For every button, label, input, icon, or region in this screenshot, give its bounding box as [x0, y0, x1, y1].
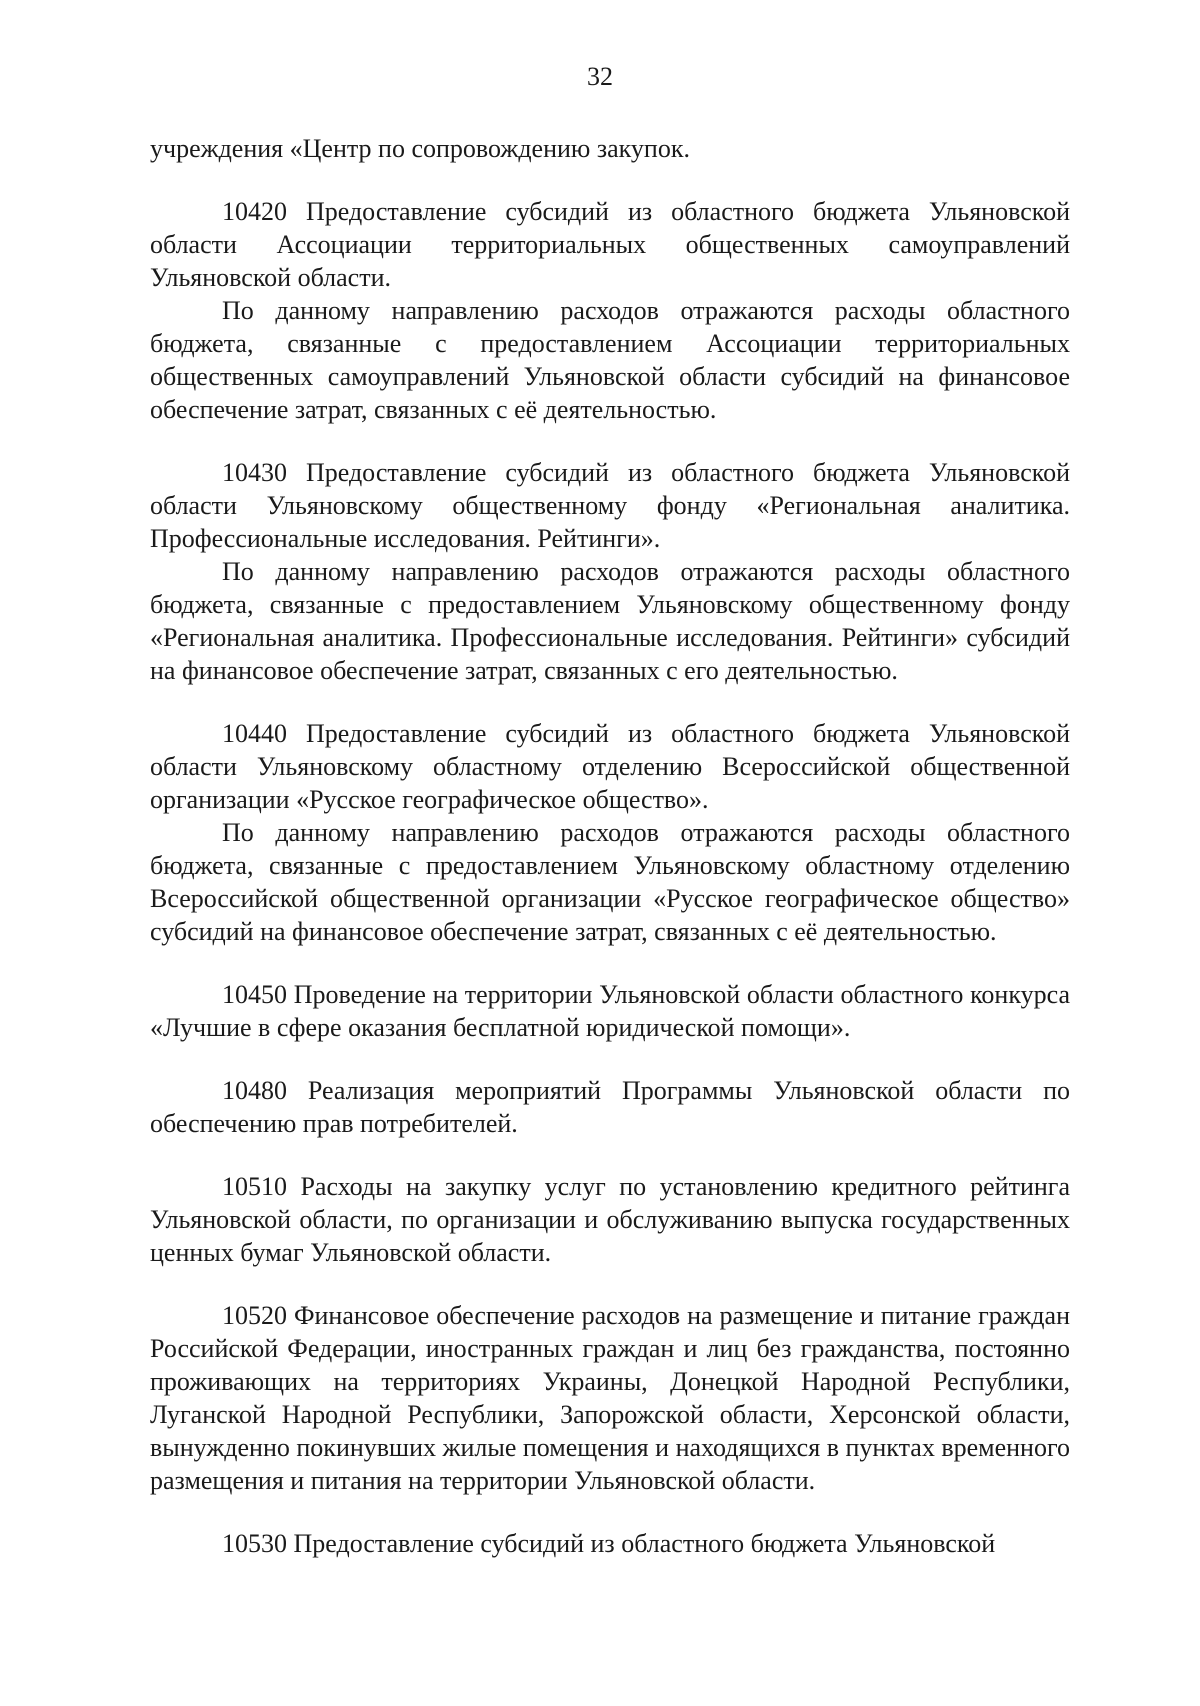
item-10420-description: По данному направлению расходов отражаются расходы областного бюджета, связанные с предоставлением Ассоциации территориальных общественных самоуправлений Ульяновской области субсидий на финансовое обеспечение затрат, связанных с её деятельностью. — [150, 296, 1070, 424]
item-10430-heading: 10430 Предоставление субсидий из областного бюджета Ульяновской области Ульяновскому общественному фонду «Региональная аналитика. Профессиональные исследования. Рейтинги». — [150, 458, 1070, 553]
item-10420-heading: 10420 Предоставление субсидий из областного бюджета Ульяновской области Ассоциации территориальных общественных самоуправлений Ульяновской области. — [150, 197, 1070, 292]
item-10480-heading: 10480 Реализация мероприятий Программы Ульяновской области по обеспечению прав потребителей. — [150, 1076, 1070, 1138]
item-10510-heading: 10510 Расходы на закупку услуг по установлению кредитного рейтинга Ульяновской области, по организации и обслуживанию выпуска государственных ценных бумаг Ульяновской области. — [150, 1172, 1070, 1267]
item-10450-heading: 10450 Проведение на территории Ульяновской области областного конкурса «Лучшие в сфере оказания бесплатной юридической помощи». — [150, 980, 1070, 1042]
document-body — [150, 132, 1070, 1560]
item-10530-heading: 10530 Предоставление субсидий из областного бюджета Ульяновской — [222, 1529, 996, 1558]
page-number: 32 — [587, 62, 613, 91]
paragraph-continuation: учреждения «Центр по сопровождению закупок. — [150, 134, 690, 163]
item-10440-heading: 10440 Предоставление субсидий из областного бюджета Ульяновской области Ульяновскому областному отделению Всероссийской общественной организации «Русское географическое общество». — [150, 719, 1070, 814]
item-10430-description: По данному направлению расходов отражаются расходы областного бюджета, связанные с предоставлением Ульяновскому общественному фонду «Региональная аналитика. Профессиональные исследования. Рейтинги» субсидий на финансовое обеспечение затрат, связанных с его деятельностью. — [150, 557, 1070, 685]
item-10520-heading: 10520 Финансовое обеспечение расходов на размещение и питание граждан Российской Федерации, иностранных граждан и лиц без гражданства, постоянно проживающих на территориях Украины, Донецкой Народной Республики, Луганской Народной Республики, Запорожской области, Херсонской области, вынужденно покинувших жилые помещения и находящихся в пунктах временного размещения и питания на территории Ульяновской области. — [150, 1301, 1070, 1495]
item-10440-description: По данному направлению расходов отражаются расходы областного бюджета, связанные с предоставлением Ульяновскому областному отделению Всероссийской общественной организации «Русское географическое общество» субсидий на финансовое обеспечение затрат, связанных с её деятельностью. — [150, 818, 1070, 946]
